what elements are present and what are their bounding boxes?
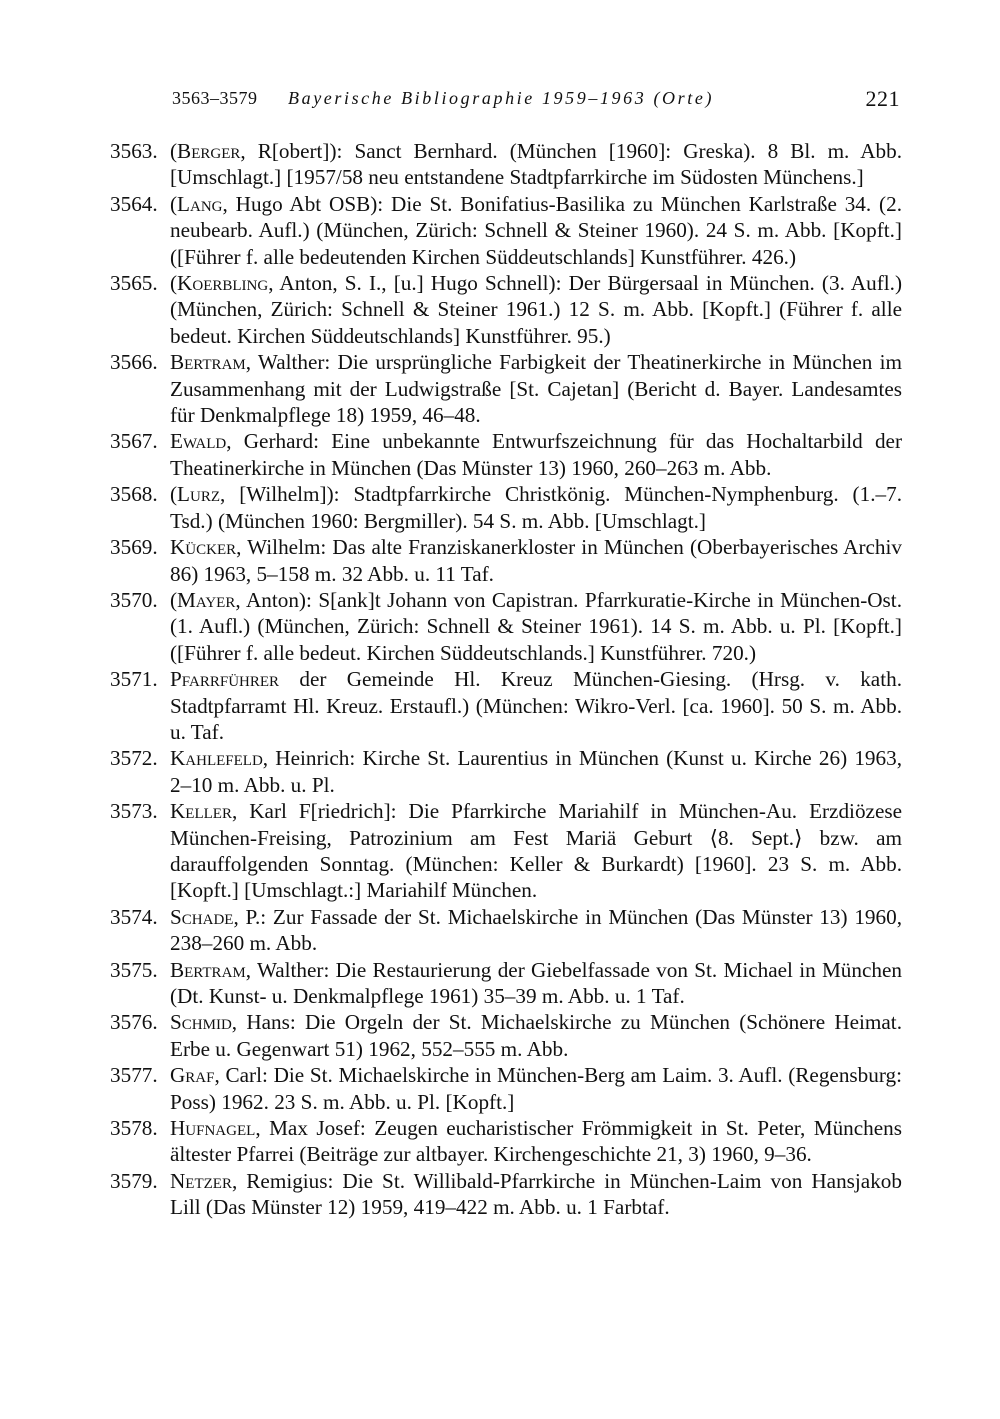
entry-number: 3574. [110, 904, 158, 929]
entry-number: 3579. [110, 1168, 158, 1193]
entry [110, 1115, 902, 1168]
entry-text [170, 1115, 902, 1168]
entry-list [110, 138, 902, 1221]
entry-number: 3573. [110, 799, 158, 824]
entry-body: , Hans: Die Orgeln der St. Michaelskirche zu München (Schönere Heimat. Erbe u. Gegenwart 51) 1962, 552–555 m. Abb. [170, 1010, 902, 1061]
entry-text [170, 1168, 902, 1221]
entry-number: 3570. [110, 587, 158, 612]
entry-number: 3568. [110, 482, 158, 507]
entry-text [170, 587, 902, 666]
entry-body: , Gerhard: Eine unbekannte Entwurfszeichnung für das Hochaltarbild der Theatinerkirche in München (Das Münster 13) 1960, 260–263 m. Abb. [170, 429, 902, 480]
entry-author: Hufnagel [170, 1116, 256, 1141]
entry-text [170, 666, 902, 745]
entry-text [170, 957, 902, 1010]
entry-text [170, 481, 902, 534]
entry-body: , R[obert]): Sanct Bernhard. (München [1960]: Greska). 8 Bl. m. Abb. [Umschlagt.] [1957/58 neu entstandene Stadtpfarrkirche im Südosten Münchens.] [170, 139, 902, 190]
entry-number: 3578. [110, 1116, 158, 1141]
entry-author: (Koerbling [170, 271, 269, 296]
entry-author: Graf [170, 1063, 215, 1088]
entry [110, 1168, 902, 1221]
entry-body: , Walther: Die ursprüngliche Farbigkeit der Theatinerkirche in München im Zusammenhang mit der Ludwigstraße [St. Cajetan] (Bericht d. Bayer. Landesamtes für Denkmalpflege 18) 1959, 46–48. [170, 350, 902, 428]
entry-number: 3572. [110, 746, 158, 771]
entry-body: , [Wilhelm]): Stadtpfarrkirche Christkönig. München-Nymphenburg. (1.–7. Tsd.) (München 1960: Bergmiller). 54 S. m. Abb. [Umschlagt.] [170, 482, 902, 533]
entry-text [170, 798, 902, 904]
running-title: Bayerische Bibliographie 1959–1963 (Orte) [288, 88, 715, 108]
entry-author: Kücker [170, 535, 237, 560]
entry-author: Netzer [170, 1168, 232, 1193]
entry-number: 3571. [110, 667, 158, 692]
entry-body: , Hugo Abt OSB): Die St. Bonifatius-Basilika zu München Karlstraße 34. (2. neubearb. Aufl.) (München, Zürich: Schnell & Steiner 1960). 24 S. m. Abb. [Kopft.] ([Führer f. alle bedeutenden Kirchen Süddeutschlands] Kunstführer. 426.) [170, 191, 902, 269]
entry-text [170, 428, 902, 481]
entry-number: 3564. [110, 191, 158, 216]
entry-text [170, 534, 902, 587]
entry-text [170, 745, 902, 798]
entry-text [170, 270, 902, 349]
entry-number: 3576. [110, 1010, 158, 1035]
entry-author: (Lurz [170, 482, 220, 507]
entry-author: Bertram [170, 957, 246, 982]
entry-text [170, 1009, 902, 1062]
entry-body: , Carl: Die St. Michaelskirche in München-Berg am Laim. 3. Aufl. (Regensburg: Poss) 1962. 23 S. m. Abb. u. Pl. [Kopft.] [170, 1063, 902, 1114]
entry-author: Schmid [170, 1010, 232, 1035]
entry-number: 3567. [110, 429, 158, 454]
entry [110, 745, 902, 798]
entry-text [170, 904, 902, 957]
entry-body: , Remigius: Die St. Willibald-Pfarrkirche in München-Laim von Hansjakob Lill (Das Münster 12) 1959, 419–422 m. Abb. u. 1 Farbtaf. [170, 1168, 902, 1220]
entry-body: , P.: Zur Fassade der St. Michaelskirche in München (Das Münster 13) 1960, 238–260 m. Abb. [170, 904, 902, 956]
entry [110, 666, 902, 745]
entry-text [170, 191, 902, 270]
entry-number: 3575. [110, 957, 158, 982]
entry [110, 587, 902, 666]
entry [110, 349, 902, 428]
entry-author: Bertram [170, 350, 246, 375]
entry-body: , Anton, S. I., [u.] Hugo Schnell): Der Bürgersaal in München. (3. Aufl.) (München, Zürich: Schnell & Steiner 1961.) 12 S. m. Abb. [Kopft.] (Führer f. alle bedeut. Kirchen Süddeutschlands] Kunstführer. 95.) [170, 271, 902, 348]
entry [110, 957, 902, 1010]
entry-author: Keller [170, 799, 232, 824]
entry-number: 3569. [110, 535, 158, 560]
entry-body: , Max Josef: Zeugen eucharistischer Frömmigkeit in St. Peter, Münchens ältester Pfarrei (Beiträge zur altbayer. Kirchengeschichte 21, 3) 1960, 9–36. [170, 1116, 902, 1167]
entry-author: Ewald [170, 429, 227, 454]
entry [110, 904, 902, 957]
entry [110, 138, 902, 191]
entry-number: 3563. [110, 139, 158, 163]
entry-body: , Anton): S[ank]t Johann von Capistran. Pfarrkuratie-Kirche in München-Ost. (1. Aufl.) (München, Zürich: Schnell & Steiner 1961). 14 S. m. Abb. u. Pl. [Kopft.] ([Führer f. alle bedeut. Kirchen Süddeutschlands.] Kunstführer. 720.) [170, 587, 902, 665]
entry-author: Schade [170, 904, 234, 929]
entry [110, 534, 902, 587]
page-number: 221 [865, 86, 900, 111]
entry-body: der Gemeinde Hl. Kreuz München-Giesing. (Hrsg. v. kath. Stadtpfarramt Hl. Kreuz. Erstaufl.) (München: Wikro-Verl. [ca. 1960]. 50 S. m. Abb. u. Taf. [170, 667, 902, 744]
entry-body: , Wilhelm: Das alte Franziskanerkloster in München (Oberbayerisches Archiv 86) 1963, 5–158 m. 32 Abb. u. 11 Taf. [170, 535, 902, 586]
entry-range: 3563–3579 [172, 88, 258, 108]
entry [110, 481, 902, 534]
entry-author: (Lang [170, 191, 223, 216]
entry-author: Pfarrführer [170, 667, 280, 692]
entry-number: 3565. [110, 271, 158, 296]
entry-body: , Karl F[riedrich]: Die Pfarrkirche Mariahilf in München-Au. Erzdiözese München-Freising, Patrozinium am Fest Mariä Geburt ⟨8. Sept.⟩ bzw. am darauffolgenden Sonntag. (München: Keller & Burkardt) [1960]. 23 S. m. Abb. [Kopft.] [Umschlagt.:] Mariahilf München. [170, 799, 902, 903]
entry-author: (Mayer [170, 587, 236, 612]
entry-author: Kahlefeld [170, 746, 263, 771]
entry-number: 3577. [110, 1063, 158, 1088]
entry-text [170, 1062, 902, 1115]
entry [110, 1009, 902, 1062]
entry-body: , Heinrich: Kirche St. Laurentius in München (Kunst u. Kirche 26) 1963, 2–10 m. Abb. u. Pl. [170, 746, 902, 797]
entry-author: (Berger [170, 139, 241, 163]
entry [110, 798, 902, 904]
entry-text [170, 349, 902, 428]
entry [110, 191, 902, 270]
entry-number: 3566. [110, 350, 158, 375]
entry [110, 1062, 902, 1115]
entry-body: , Walther: Die Restaurierung der Giebelfassade von St. Michael in München (Dt. Kunst- u. Denkmalpflege 1961) 35–39 m. Abb. u. 1 Taf. [170, 957, 902, 1008]
entry-text [170, 138, 902, 191]
running-header [172, 86, 902, 120]
entry [110, 428, 902, 481]
entry [110, 270, 902, 349]
